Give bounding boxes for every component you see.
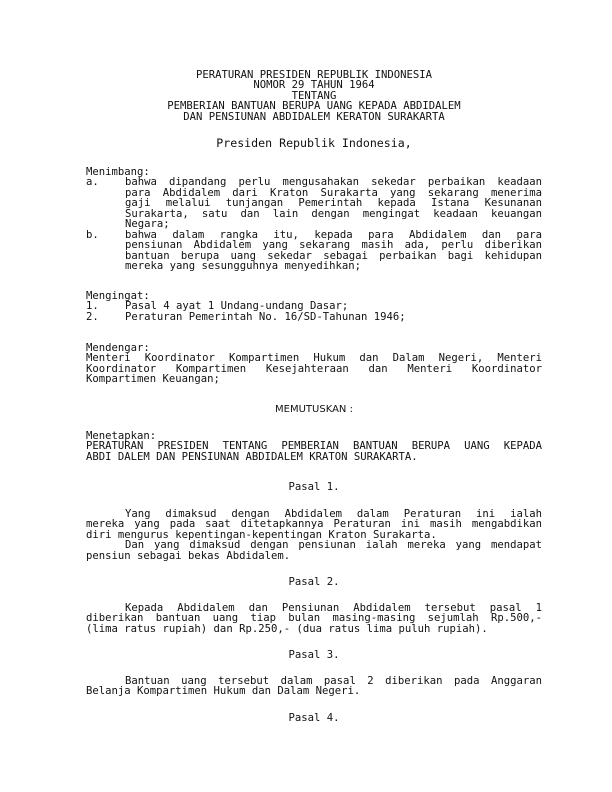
pasal-line: diri mengurus kepentingan-kepentingan Kraton Surakarta. bbox=[86, 528, 437, 541]
mendengar-line: Kompartimen Keuangan; bbox=[86, 373, 220, 386]
menimbang-item-a bbox=[86, 177, 542, 229]
pasal-line: Yang dimaksud dengan Abdidalem dalam Peraturan ini ialah bbox=[125, 508, 542, 520]
mendengar-line: Koordinator Kompartimen Kesejahteraan dan Menteri Koordinator bbox=[86, 362, 542, 375]
title-line: PEMBERIAN BANTUAN BERUPA UANG KEPADA ABDIDALEM bbox=[167, 100, 461, 113]
pasal-1-title bbox=[86, 482, 542, 492]
item-line: bahwa dalam rangka itu, kepada para Abdidalem dan para bbox=[125, 228, 542, 241]
issuer-text: Presiden Republik Indonesia, bbox=[216, 136, 412, 150]
pasal-line: diberikan bantuan uang tiap bulan masing-masing sejumlah Rp.500,- bbox=[86, 612, 542, 625]
pasal-line: (lima ratus rupiah) dan Rp.250,- (dua ratus lima puluh rupiah). bbox=[86, 622, 488, 635]
mendengar-section bbox=[86, 343, 542, 385]
pasal-line: Kepada Abdidalem dan Pensiunan Abdidalem tersebut pasal 1 bbox=[125, 602, 542, 614]
mendengar-line: Menteri Koordinator Kompartimen Hukum dan Dalam Negeri, Menteri bbox=[86, 352, 542, 365]
menimbang-item-b bbox=[86, 230, 542, 272]
pasal-line: Bantuan uang tersebut dalam pasal 2 diberikan pada Anggaran bbox=[125, 675, 542, 687]
mengingat-section bbox=[86, 291, 542, 322]
item-line: Negara; bbox=[125, 218, 170, 231]
item-line: gaji melalui tunjangan Pemerintah kepada Istana Kesunanan bbox=[125, 197, 542, 210]
item-line: pensiunan Abdidalem yang sekarang masih ada, perlu diberikan bbox=[125, 239, 542, 252]
pasal-title-text: Pasal 2. bbox=[288, 576, 340, 588]
item-text: Pasal 4 ayat 1 Undang-undang Dasar; bbox=[125, 300, 349, 313]
menetapkan-heading: Menetapkan: bbox=[86, 430, 157, 442]
pasal-line: Dan yang dimaksud dengan pensiunan ialah mereka yang mendapat bbox=[125, 539, 542, 552]
menetapkan-section bbox=[86, 431, 542, 462]
pasal-title-text: Pasal 4. bbox=[288, 712, 340, 724]
menimbang-section bbox=[86, 167, 542, 272]
menetapkan-line: PERATURAN PRESIDEN TENTANG PEMBERIAN BANTUAN BERUPA UANG KEPADA bbox=[86, 440, 542, 453]
item-text: Peraturan Pemerintah No. 16/SD-Tahunan 1946; bbox=[125, 310, 406, 323]
title-line: PERATURAN PRESIDEN REPUBLIK INDONESIA bbox=[196, 69, 432, 81]
item-line: bantuan berupa uang sekedar sebagai perbaikan bagi kehidupan bbox=[125, 249, 542, 262]
pasal-1-body bbox=[86, 509, 542, 561]
item-line: Surakarta, satu dan lain dengan mengingat keadaan keuangan bbox=[125, 207, 542, 220]
title-line: TENTANG bbox=[291, 89, 337, 102]
document-title bbox=[86, 70, 542, 122]
item-line: bahwa dipandang perlu mengusahakan sekedar perbaikan keadaan bbox=[125, 176, 542, 189]
pasal-line: Belanja Kompartimen Hukum dan Dalam Negeri. bbox=[86, 685, 361, 698]
menetapkan-line: ABDI DALEM DAN PENSIUNAN ABDIDALEM KRATON SURAKARTA. bbox=[86, 450, 418, 463]
mengingat-item-2 bbox=[86, 312, 542, 322]
memutuskan-text: MEMUTUSKAN : bbox=[275, 404, 353, 415]
menimbang-heading: Menimbang: bbox=[86, 166, 150, 178]
pasal-3-title bbox=[86, 650, 542, 660]
memutuskan-heading bbox=[86, 405, 542, 415]
issuer-line bbox=[86, 138, 542, 148]
item-marker: a. bbox=[86, 176, 99, 189]
item-marker: b. bbox=[86, 228, 99, 241]
mendengar-heading: Mendengar: bbox=[86, 342, 150, 354]
item-marker: 1. bbox=[86, 300, 99, 313]
pasal-line: pensiun sebagai bekas Abdidalem. bbox=[86, 549, 291, 562]
pasal-2-title bbox=[86, 577, 542, 587]
title-line: DAN PENSIUNAN ABDIDALEM KERATON SURAKARTA bbox=[183, 110, 445, 123]
item-marker: 2. bbox=[86, 310, 99, 323]
pasal-title-text: Pasal 1. bbox=[288, 481, 340, 493]
pasal-line: mereka yang pada saat ditetapkannya Peraturan ini masih mengabdikan bbox=[86, 518, 542, 531]
pasal-4-title bbox=[86, 713, 542, 723]
item-line: para Abdidalem dari Kraton Surakarta yang sekarang menerima bbox=[125, 186, 542, 199]
pasal-title-text: Pasal 3. bbox=[288, 649, 340, 661]
title-line: NOMOR 29 TAHUN 1964 bbox=[253, 79, 375, 92]
pasal-2-body bbox=[86, 603, 542, 634]
mengingat-heading: Mengingat: bbox=[86, 290, 150, 302]
pasal-3-body bbox=[86, 676, 542, 697]
item-line: mereka yang sesungguhnya menyedihkan; bbox=[125, 260, 361, 273]
